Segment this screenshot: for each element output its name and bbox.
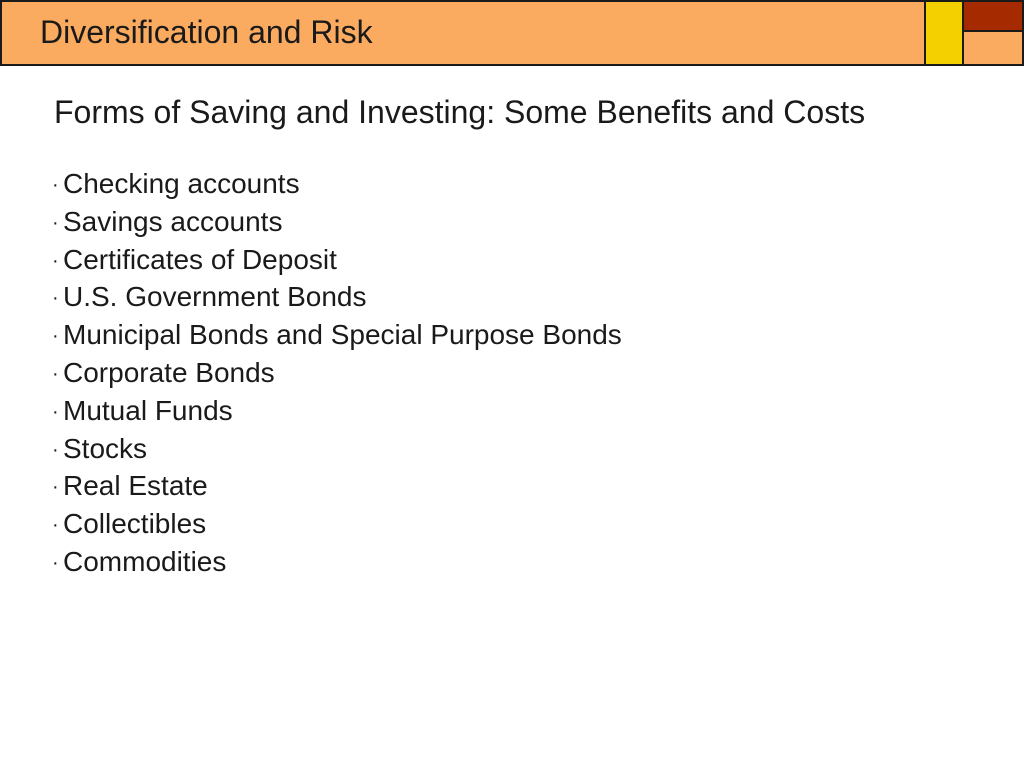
bullet-dot-icon: · — [52, 362, 59, 385]
list-item-label: Commodities — [63, 545, 227, 577]
list-item-label: Real Estate — [63, 470, 208, 502]
list-item-label: Corporate Bonds — [63, 356, 275, 388]
slide-header-title: Diversification and Risk — [40, 14, 373, 50]
decorative-red-block — [962, 0, 1024, 32]
bullet-dot-icon: · — [52, 551, 59, 574]
list-item — [52, 166, 622, 204]
list-item — [52, 355, 622, 393]
list-item — [52, 317, 622, 355]
bullet-dot-icon: · — [52, 287, 59, 310]
list-item-label: U.S. Government Bonds — [63, 281, 367, 313]
header-bar — [0, 0, 1024, 66]
bullet-dot-icon: · — [52, 476, 59, 499]
list-item-label: Mutual Funds — [63, 394, 233, 426]
bullet-dot-icon: · — [52, 174, 59, 196]
list-item — [52, 242, 622, 280]
list-item — [52, 431, 622, 469]
decorative-yellow-block — [924, 0, 964, 66]
list-item — [52, 544, 622, 582]
list-item-label: Savings accounts — [63, 205, 283, 237]
list-item-label: Stocks — [63, 432, 148, 464]
list-item — [52, 393, 622, 431]
list-item — [52, 204, 622, 242]
list-item — [52, 279, 622, 317]
decorative-orange-block — [962, 30, 1024, 66]
list-item-label: Collectibles — [63, 508, 207, 540]
list-item-label: Municipal Bonds and Special Purpose Bonds — [63, 319, 622, 351]
list-item — [52, 468, 622, 506]
bullet-dot-icon: · — [52, 325, 59, 348]
investment-forms-list — [52, 166, 622, 582]
bullet-dot-icon: · — [52, 438, 59, 461]
list-item — [52, 506, 622, 544]
bullet-dot-icon: · — [52, 400, 59, 423]
bullet-dot-icon: · — [52, 211, 59, 234]
bullet-dot-icon: · — [52, 514, 59, 537]
bullet-dot-icon: · — [52, 249, 59, 272]
slide-subtitle: Forms of Saving and Investing: Some Benefits and Costs — [54, 94, 866, 130]
list-item-label: Certificates of Deposit — [63, 243, 337, 275]
list-item-label: Checking accounts — [63, 168, 300, 199]
